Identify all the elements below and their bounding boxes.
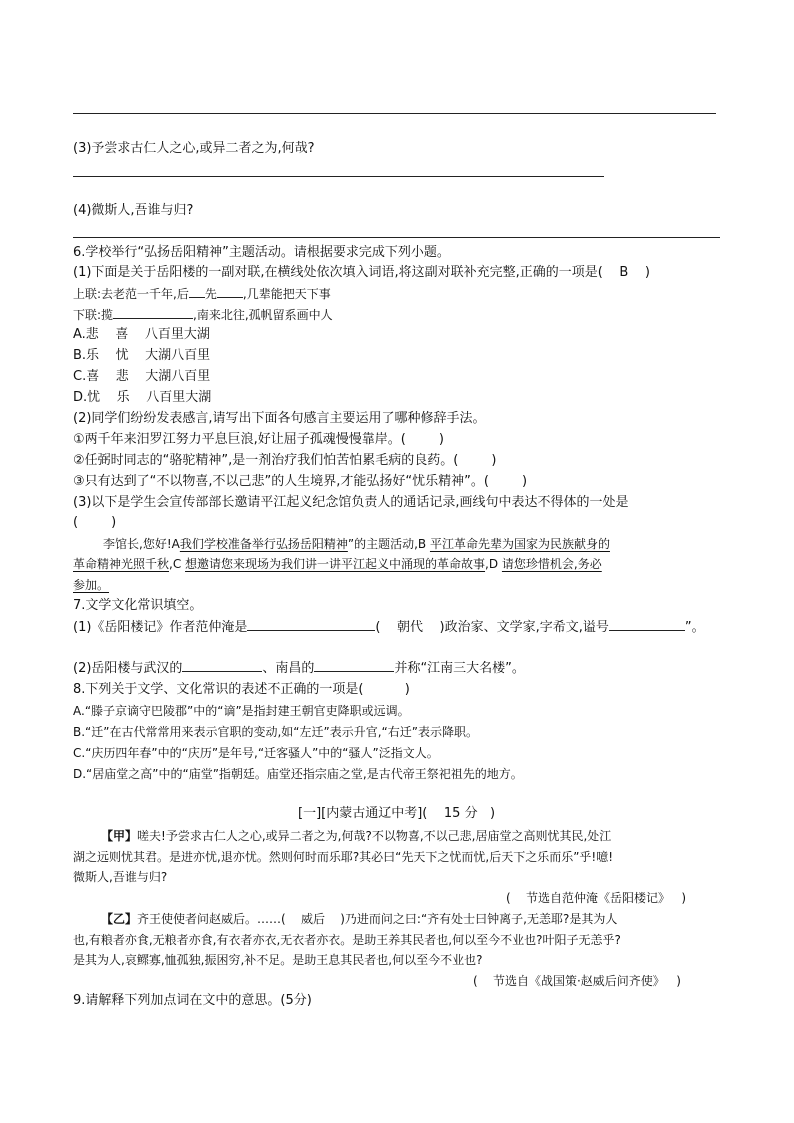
q7-part2-b: 、南昌的 — [262, 661, 315, 676]
call-sentence-b-cont: 革命精神光照千秋 — [73, 557, 170, 571]
q9-stem: 9.请解释下列加点词在文中的意思。(5分) — [73, 993, 312, 1008]
call-sentence-a: 我们学校准备举行弘扬岳阳精神 — [179, 537, 348, 551]
q8-option-b: B.“迁”在古代常常用来表示官职的变动,如“左迁”表示升官,“右迁”表示降职。 — [73, 725, 478, 739]
call-text: ,C — [169, 557, 186, 571]
call-text: ”的主题活动,B — [347, 537, 430, 551]
q8-option-d: D.“居庙堂之高”中的“庙堂”指朝廷。庙堂还指宗庙之堂,是古代帝王祭祀祖先的地方。 — [73, 767, 523, 781]
call-sentence-b: 平江革命先辈为国家为民族献身的 — [429, 537, 610, 551]
couplet-upper-a: 上联:去老范一千年,后 — [73, 287, 189, 301]
couplet-upper — [73, 285, 331, 303]
call-record-line3 — [73, 576, 109, 594]
passage-jia-line2: 湖之远则忧其君。是进亦忧,退亦忧。然则何时而乐耶?其必曰“先天下之忧而忧,后天下之乐而乐”乎!噫! — [73, 850, 614, 864]
passage-text: 齐王使使者问赵威后。……( 威后 )乃进而问之曰:“齐有处士曰钟离子,无恙耶?是其为人 — [137, 912, 618, 926]
q7-stem: 7.文学文化常识填空。 — [73, 598, 203, 613]
q7-part1 — [73, 618, 705, 637]
couplet-lower-a: 下联:揽 — [73, 308, 114, 322]
q7-part1-b: ( 朝代 )政治家、文学家,字希文,谥号 — [375, 620, 609, 635]
q7-part1-c: ”。 — [684, 620, 705, 635]
q8-option-a: A.“滕子京谪守巴陵郡”中的“谪”是指封建王朝官吏降职或远调。 — [73, 704, 410, 718]
call-sentence-c: 想邀请您来现场为我们讲一讲平江起义中涌现的革命故事 — [185, 557, 486, 571]
blank[interactable] — [247, 618, 375, 631]
q6-part3-stem: (3)以下是学生会宣传部部长邀请平江起义纪念馆负责人的通话记录,画线句中表达不得体的一处是 — [73, 495, 629, 510]
q6-part1-stem: (1)下面是关于岳阳楼的一副对联,在横线处依次填入词语,将这副对联补充完整,正确的一项是( B ) — [73, 265, 650, 280]
call-record-line2 — [73, 555, 602, 573]
blank[interactable] — [217, 285, 243, 298]
blank[interactable] — [314, 659, 394, 672]
passage-yi-line1 — [101, 910, 617, 928]
q8-stem: 8.下列关于文学、文化常识的表述不正确的一项是( ) — [73, 682, 410, 697]
couplet-lower — [73, 306, 333, 324]
q5-sentence-4: (4)微斯人,吾谁与归? — [73, 203, 194, 218]
q6-part2-item2: ②任弼时同志的“骆驼精神”,是一剂治疗我们怕苦怕累毛病的良药。( ) — [73, 453, 497, 468]
blank[interactable] — [189, 285, 205, 298]
couplet-lower-b: ,南来北往,孤帆留系画中人 — [193, 308, 333, 322]
q6-option-d: D.忧 乐 八百里大湖 — [73, 390, 212, 405]
passage-yi-line3: 是其为人,哀鳏寡,恤孤独,振困穷,补不足。是助王息其民者也,何以至今不业也? — [73, 953, 483, 967]
passage-jia-source: ( 节选自范仲淹《岳阳楼记》 ) — [506, 891, 687, 905]
blank[interactable] — [113, 306, 193, 319]
q5-sentence-3: (3)予尝求古仁人之心,或异二者之为,何哉? — [73, 141, 315, 156]
couplet-upper-c: ,几辈能把天下事 — [242, 287, 331, 301]
q7-part2 — [73, 659, 525, 678]
passage-jia-line1 — [101, 827, 611, 845]
blank[interactable] — [609, 618, 685, 631]
blank[interactable] — [182, 659, 262, 672]
passage-yi-tag: 【乙】 — [101, 912, 138, 926]
call-sentence-d-cont: 参加。 — [73, 578, 110, 592]
call-text: ,D — [485, 557, 502, 571]
q6-part2-stem: (2)同学们纷纷发表感言,请写出下面各句感言主要运用了哪种修辞手法。 — [73, 411, 486, 426]
passage-yi-source: ( 节选自《战国策·赵威后问齐使》 ) — [473, 974, 681, 988]
q6-part2-item1: ①两千年来汨罗江努力平息巨浪,好让屈子孤魂慢慢靠岸。( ) — [73, 432, 444, 447]
passage-jia-tag: 【甲】 — [101, 829, 138, 843]
call-text: 李馆长,您好!A — [103, 537, 180, 551]
q6-option-a: A.悲 喜 八百里大湖 — [73, 327, 210, 342]
passage-text: 嗟夫!予尝求古仁人之心,或异二者之为,何哉?不以物喜,不以己悲,居庙堂之高则忧其民,处江 — [137, 829, 612, 843]
q7-part2-a: (2)岳阳楼与武汉的 — [73, 661, 183, 676]
q7-part1-a: (1)《岳阳楼记》作者范仲淹是 — [73, 620, 248, 635]
q6-part3-paren: ( ) — [73, 515, 117, 530]
q6-option-c: C.喜 悲 大湖八百里 — [73, 369, 211, 384]
couplet-upper-b: 先 — [204, 287, 217, 301]
answer-line[interactable] — [73, 113, 716, 114]
passage-jia-line3: 微斯人,吾谁与归? — [73, 870, 168, 884]
q7-part2-c: 并称“江南三大名楼”。 — [394, 661, 525, 676]
reading-heading: [一][内蒙古通辽中考]( 15 分 ) — [298, 806, 496, 821]
answer-line[interactable] — [73, 176, 604, 177]
answer-line[interactable] — [73, 237, 720, 238]
q8-option-c: C.“庆历四年春”中的“庆历”是年号,“迁客骚人”中的“骚人”泛指文人。 — [73, 746, 439, 760]
call-record-line1 — [103, 535, 610, 553]
q6-option-b: B.乐 忧 大湖八百里 — [73, 348, 211, 363]
call-sentence-d: 请您珍惜机会,务必 — [501, 557, 602, 571]
q6-stem: 6.学校举行“弘扬岳阳精神”主题活动。请根据要求完成下列小题。 — [73, 245, 450, 260]
passage-yi-line2: 也,有粮者亦食,无粮者亦食,有衣者亦衣,无衣者亦衣。是助王养其民者也,何以至今不业也?叶阳子无恙乎? — [73, 933, 621, 947]
q6-part2-item3: ③只有达到了“不以物喜,不以己悲”的人生境界,才能弘扬好“忧乐精神”。( ) — [73, 474, 528, 489]
